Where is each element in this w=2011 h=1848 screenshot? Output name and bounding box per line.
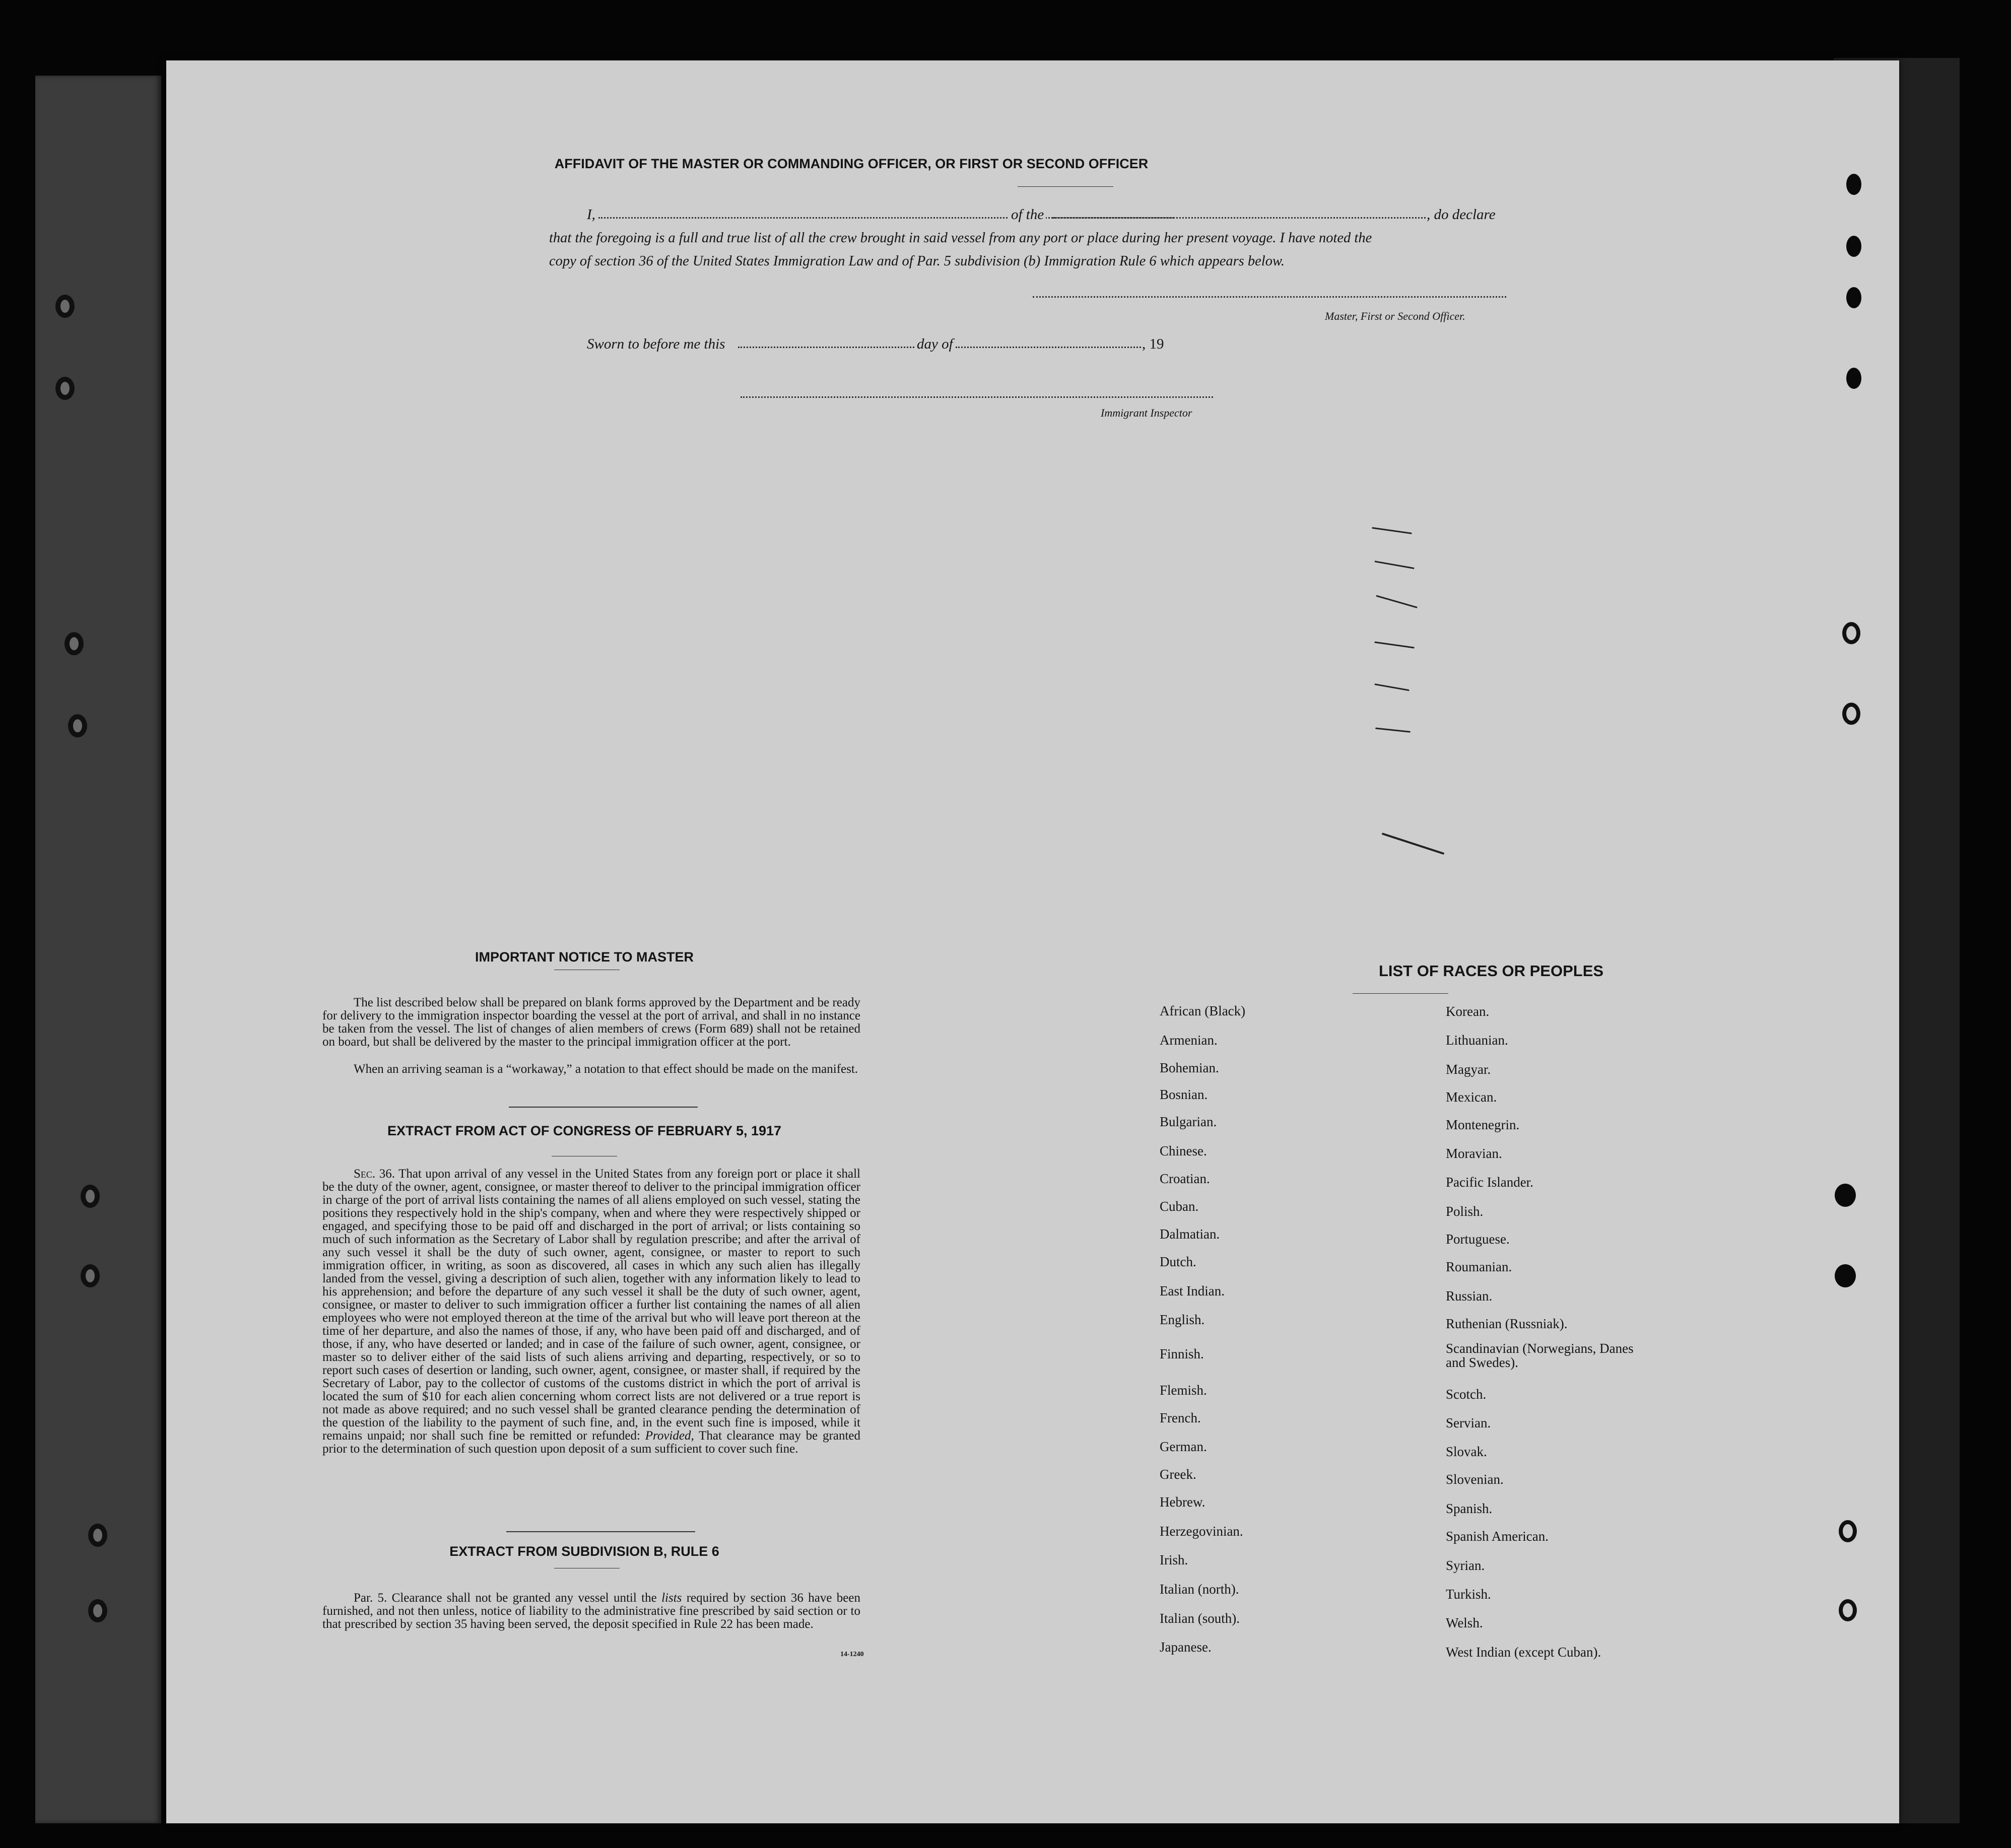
form-number: 14-1240	[840, 1651, 864, 1658]
ink-mark	[1372, 527, 1412, 534]
binder-hole	[64, 632, 84, 655]
officer-signature-caption: Master, First or Second Officer.	[1325, 310, 1465, 322]
officer-signature-line[interactable]	[1033, 295, 1506, 298]
ink-mark	[1382, 833, 1445, 855]
sworn-month-line[interactable]	[956, 334, 1141, 348]
race-item: Greek.	[1160, 1467, 1196, 1482]
race-item: Spanish.	[1446, 1501, 1493, 1516]
notice-divider	[509, 1107, 698, 1108]
rule-body-b: required by section 36 have been furnished, and not then unless, notice of liability to the administrative fine prescribed by said section or to that prescribed by section 35 having been served, the deposit specified in Rule 22 has been made.	[322, 1591, 860, 1631]
lists-word: lists	[661, 1591, 682, 1605]
race-item: Finnish.	[1160, 1346, 1204, 1361]
race-item: Hebrew.	[1160, 1494, 1205, 1510]
race-item: Servian.	[1446, 1415, 1491, 1430]
section-label: Sec. 36.	[354, 1167, 395, 1181]
binder-hole	[1839, 1520, 1857, 1542]
race-item: Italian (south).	[1160, 1611, 1240, 1626]
affidavit-of-the-label: of the	[1009, 207, 1046, 223]
race-item: English.	[1160, 1312, 1205, 1327]
rule-extract-title: EXTRACT FROM SUBDIVISION B, RULE 6	[449, 1544, 719, 1559]
rule-body-a: Par. 5. Clearance shall not be granted any vessel until the	[354, 1591, 657, 1605]
binder-hole	[1835, 1184, 1856, 1207]
binder-hole	[88, 1524, 107, 1547]
binder-hole	[1839, 1599, 1857, 1621]
section-body-b: That clearance may be granted prior to the determination of such question upon deposit of a sum sufficient to cover such fine.	[322, 1429, 860, 1456]
act-extract-text	[322, 1168, 860, 1456]
binder-hole	[1846, 174, 1861, 195]
binder-hole	[1846, 287, 1861, 308]
notice-title: IMPORTANT NOTICE TO MASTER	[475, 949, 694, 965]
race-item: African (Black)	[1160, 1003, 1246, 1018]
race-item: Italian (north).	[1160, 1582, 1239, 1597]
race-item: Irish.	[1160, 1552, 1188, 1567]
vessel-name-line[interactable]	[1053, 204, 1426, 219]
race-item: Polish.	[1446, 1204, 1484, 1219]
ink-mark	[1374, 561, 1414, 569]
race-item: East Indian.	[1160, 1283, 1225, 1298]
binder-hole	[81, 1185, 100, 1208]
affidavit-line-2: that the foregoing is a full and true list of all the crew brought in said vessel from any port or place during her present voyage. I have noted the	[549, 230, 1372, 246]
races-title: LIST OF RACES OR PEOPLES	[1378, 962, 1604, 980]
races-title-rule	[1353, 993, 1448, 994]
race-item: Korean.	[1446, 1004, 1490, 1019]
binder-hole	[1846, 236, 1861, 257]
race-item: Scandinavian (Norwegians, Danes and Swedes).	[1446, 1341, 1634, 1370]
race-item: Moravian.	[1446, 1146, 1502, 1161]
binder-left-edge	[35, 76, 161, 1823]
sworn-day-line[interactable]	[738, 334, 914, 348]
race-item: Spanish American.	[1446, 1529, 1549, 1544]
ink-mark	[1374, 683, 1409, 691]
race-item: Herzegovinian.	[1160, 1524, 1243, 1539]
binder-hole	[81, 1264, 100, 1287]
race-item: Slovenian.	[1446, 1472, 1504, 1487]
race-item: Portuguese.	[1446, 1231, 1510, 1247]
provided-word: Provided,	[645, 1429, 694, 1443]
binder-hole	[1842, 703, 1860, 725]
binder-hole	[1835, 1264, 1856, 1287]
binder-hole	[55, 295, 75, 318]
race-item: Armenian.	[1160, 1033, 1218, 1048]
sworn-day-of-label: day of	[917, 336, 953, 352]
ink-mark	[1376, 595, 1418, 608]
race-item: Magyar.	[1446, 1062, 1491, 1077]
race-item: Syrian.	[1446, 1558, 1485, 1573]
section-body-a: That upon arrival of any vessel in the United States from any foreign port or place it shall be the duty of the owner, agent, consignee, or master thereof to deliver to the principal immigration officer in charge of the port of arrival lists containing the names of all aliens employed on such vessel, stating the positions they respectively hold in the ship's company, when and where they were respectively shipped or engaged, and specifying those to be paid off and discharged in the port of arrival; or lists containing so much of such information as the Secretary of Labor shall by regulation prescribe; and after the arrival of any such vessel it shall be the duty of such owner, agent, consignee, or master to report to such immigration officer, in writing, as soon as discovered, all cases in which any such alien has illegally landed from the vessel, giving a description of such alien, together with any information likely to lead to his apprehension; and before the departure of any such vessel it shall be the duty of such owner, agent, consignee, or master to deliver to such immigration officer a further list containing the names of all alien employees who were not employed thereon at the time of the arrival but who will leave port thereon at the time of her departure, and also the names of those, if any, who have been paid off and discharged, and of those, if any, who have deserted or landed; and in case of the failure of such owner, agent, consignee, or master so to deliver either of the said lists of such aliens arriving and departing, respectively, or so to report such cases of desertion or landing, such owner, agent, consignee, or master shall, if required by the Secretary of Labor, pay to the collector of customs of the customs district in which the port of arrival is located the sum of $10 for each alien concerning whom correct lists are not delivered or a true report is not made as above required; and no such vessel shall be granted clearance pending the determination of the question of the liability to the payment of such fine, and, in the event such fine is imposed, while it remains unpaid; nor shall such fine be remitted or refunded:	[322, 1167, 860, 1443]
notice-paragraph-1: The list described below shall be prepared on blank forms approved by the Department and be ready for delivery to the immigration inspector boarding the vessel at the port of arrival, and shall in no instance be taken from the vessel. The list of changes of alien members of crews (Form 689) shall not be retained on board, but shall be delivered by the master to the principal immigration officer at the port.	[322, 996, 860, 1049]
race-item: Scotch.	[1446, 1387, 1487, 1402]
form-page	[166, 60, 1899, 1823]
race-item: French.	[1160, 1410, 1201, 1425]
race-item: Lithuanian.	[1446, 1033, 1508, 1048]
affidavit-title-rule	[1018, 186, 1113, 187]
act-extract-title: EXTRACT FROM ACT OF CONGRESS OF FEBRUARY 5, 1917	[387, 1123, 782, 1138]
inspector-signature-line[interactable]	[741, 395, 1213, 398]
rule-extract-text	[322, 1592, 860, 1631]
race-item: Dalmatian.	[1160, 1226, 1220, 1242]
binder-hole	[1842, 622, 1860, 644]
race-item: West Indian (except Cuban).	[1446, 1645, 1601, 1660]
affidavit-i-label: I,	[587, 207, 595, 223]
binder-hole	[55, 377, 75, 400]
affidavit-declare-label: , do declare	[1427, 207, 1496, 223]
sworn-year-label: , 19	[1142, 336, 1164, 352]
race-item: Roumanian.	[1446, 1259, 1512, 1274]
race-item: Ruthenian (Russniak).	[1446, 1316, 1568, 1331]
notice-paragraph-2: When an arriving seaman is a “workaway,” a notation to that effect should be made on the manifest.	[354, 1062, 858, 1076]
race-item: Cuban.	[1160, 1199, 1199, 1214]
ink-mark	[1375, 727, 1411, 732]
race-item: Croatian.	[1160, 1171, 1210, 1186]
ink-mark	[1374, 641, 1415, 648]
race-item: Pacific Islander.	[1446, 1175, 1533, 1190]
race-item: Mexican.	[1446, 1089, 1497, 1105]
affidavit-line-3: copy of section 36 of the United States Immigration Law and of Par. 5 subdivision (b) Immigration Rule 6 which appears below.	[549, 253, 1285, 269]
inspector-caption: Immigrant Inspector	[1101, 406, 1192, 419]
race-item: German.	[1160, 1439, 1207, 1454]
binder-hole	[68, 714, 87, 737]
race-item: Turkish.	[1446, 1587, 1491, 1602]
sworn-label: Sworn to before me this	[587, 336, 725, 352]
race-item: Montenegrin.	[1446, 1117, 1520, 1132]
binder-hole	[88, 1599, 107, 1622]
affidavit-title: AFFIDAVIT OF THE MASTER OR COMMANDING OFFICER, OR FIRST OR SECOND OFFICER	[554, 156, 1149, 171]
binder-hole	[1846, 368, 1861, 389]
race-item: Welsh.	[1446, 1615, 1483, 1630]
race-item: Bosnian.	[1160, 1087, 1208, 1102]
race-item: Japanese.	[1160, 1639, 1212, 1655]
act-extract-divider	[506, 1531, 695, 1532]
race-item: Flemish.	[1160, 1383, 1207, 1398]
race-item: Slovak.	[1446, 1444, 1487, 1459]
race-item: Bohemian.	[1160, 1060, 1219, 1075]
race-item: Chinese.	[1160, 1143, 1207, 1158]
race-item: Bulgarian.	[1160, 1114, 1217, 1129]
race-item: Dutch.	[1160, 1254, 1196, 1269]
race-item: Russian.	[1446, 1288, 1493, 1304]
